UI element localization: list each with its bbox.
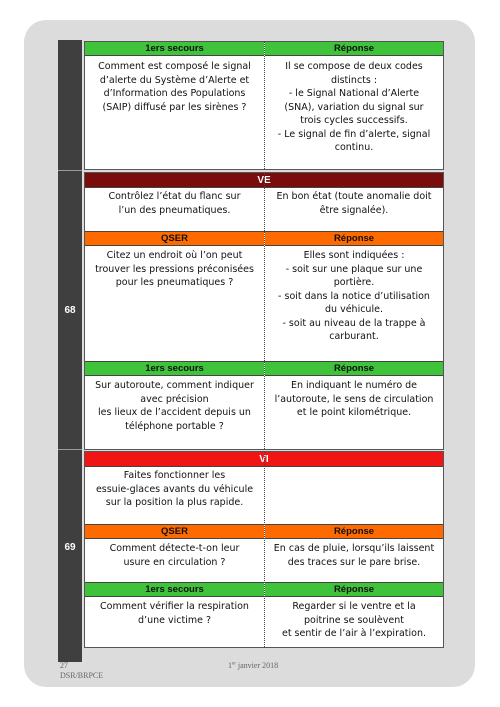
qser-question-text: Citez un endroit où l’on peut trouver les pressions préconisées pour les pneumatiques ? [95,250,254,288]
question-number-68: 68 [64,305,76,316]
card-68 [84,172,444,450]
header-answer: Réponse [265,42,443,56]
question-text: Comment est composé le signal d’alerte du Système d’Alerte et d’Information des Populations (SAIP) diffusé par les sirènes ? [98,61,251,113]
first-aid-question-text: Comment vérifier la respiration d’une victime ? [100,601,249,626]
header-first-aid: 1ers secours [85,583,264,597]
date-day: 1 [228,661,232,670]
date-rest: janvier 2018 [235,661,279,670]
header-answer: Réponse [265,525,443,539]
header-answer: Réponse [265,362,443,376]
qser-answer-text: En cas de pluie, lorsqu’ils laissent des traces sur le pare brise. [273,543,435,568]
qser-answer-text: Elles sont indiquées : - soit sur une plaque sur une portière. - soit dans la notice d’utilisation du véhicule. - soit au niveau de la trappe à carburant. [278,250,430,342]
qser-question-text: Comment détecte-t-on leur usure en circulation ? [109,543,240,568]
header-first-aid: 1ers secours [85,362,264,376]
question-number-sidebar [58,40,82,662]
first-aid-question-text: Sur autoroute, comment indiquer avec précision les lieux de l’accident depuis un téléphone portable ? [95,380,254,432]
footer-org: DSR/BRPCE [60,671,104,680]
first-aid-answer-text: En indiquant le numéro de l’autoroute, le sens de circulation et le point kilométrique. [274,380,434,418]
header-qser: QSER [85,232,264,246]
header-answer: Réponse [265,232,443,246]
header-qser: QSER [85,525,264,539]
card-69 [84,451,444,648]
sidebar-separator [58,449,82,450]
header-answer: Réponse [265,583,443,597]
page-number: 27 [60,661,68,670]
band-vi: VI [85,452,443,467]
check-answer-text: En bon état (toute anomalie doit être signalée). [276,191,432,216]
date-suffix: er [232,661,236,667]
question-number-69: 69 [64,542,76,553]
footer-date [228,661,278,670]
header-first-aid: 1ers secours [85,42,264,56]
card-saip [84,41,444,170]
sidebar-separator [58,170,82,171]
check-text: Contrôlez l’état du flanc sur l’un des pneumatiques. [108,191,241,216]
band-ve: VE [85,173,443,188]
first-aid-answer-text: Regarder si le ventre et la poitrine se soulèvent et sentir de l’air à l’expiration. [281,601,427,639]
answer-text: Il se compose de deux codes distincts : - le Signal National d’Alerte (SNA), variation du signal sur trois cycles successifs. - Le signal de fin d’alerte, signal continu. [277,61,431,153]
check-text: Faites fonctionner les essuie-glaces avants du véhicule sur la position la plus rapide. [95,470,254,508]
